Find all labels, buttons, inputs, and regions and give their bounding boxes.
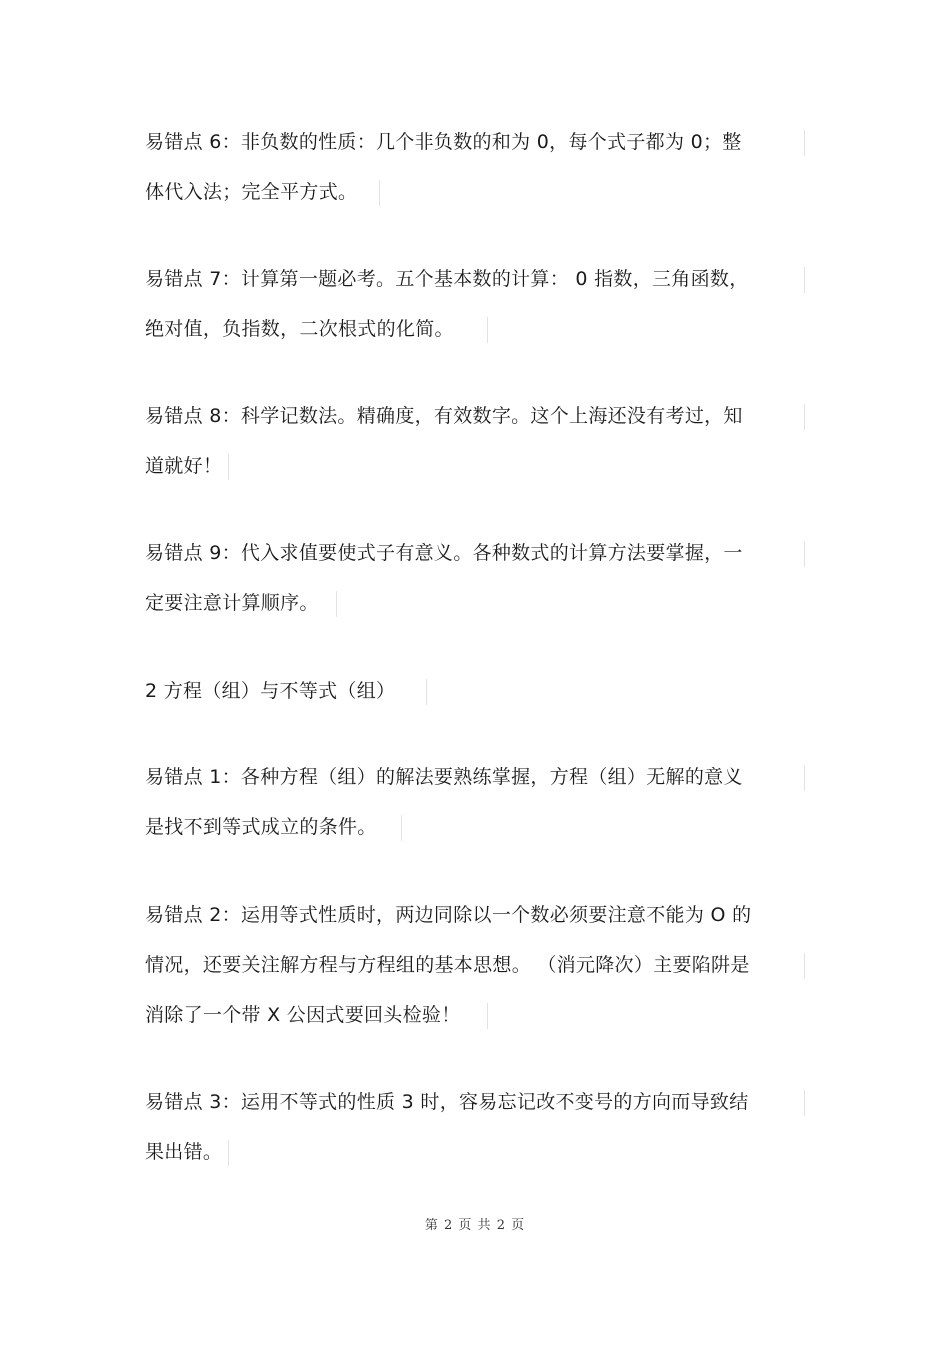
text-line: 易错点 6：非负数的性质：几个非负数的和为 0，每个式子都为 0；整: [145, 131, 742, 153]
text-line: 果出错。: [145, 1141, 223, 1163]
line-edge-marker: [804, 541, 805, 567]
line-edge-marker: [804, 953, 805, 979]
section-heading: 2 方程（组）与不等式（组）: [145, 680, 396, 702]
line-edge-marker: [379, 180, 380, 206]
line-edge-marker: [228, 1140, 229, 1166]
text-line: 定要注意计算顺序。: [145, 592, 319, 614]
text-line: 易错点 7：计算第一题必考。五个基本数的计算： 0 指数，三角函数，: [145, 268, 749, 290]
line-edge-marker: [804, 267, 805, 293]
line-edge-marker: [426, 679, 427, 705]
text-line: 绝对值，负指数，二次根式的化简。: [145, 318, 454, 340]
text-line: 道就好！: [145, 455, 223, 477]
text-line: 易错点 2：运用等式性质时，两边同除以一个数必须要注意不能为 O 的: [145, 904, 752, 926]
line-edge-marker: [804, 130, 805, 156]
line-edge-marker: [804, 765, 805, 791]
line-edge-marker: [401, 815, 402, 841]
text-line: 易错点 8：科学记数法。精确度，有效数字。这个上海还没有考过，知: [145, 405, 743, 427]
text-line: 情况，还要关注解方程与方程组的基本思想。 （消元降次）主要陷阱是: [145, 954, 750, 976]
text-line: 易错点 1：各种方程（组）的解法要熟练掌握，方程（组）无解的意义: [145, 766, 743, 788]
text-line: 是找不到等式成立的条件。: [145, 816, 377, 838]
line-edge-marker: [804, 1090, 805, 1116]
line-edge-marker: [804, 404, 805, 430]
line-edge-marker: [228, 454, 229, 480]
page-number-footer: 第 2 页 共 2 页: [424, 1218, 526, 1233]
line-edge-marker: [336, 591, 337, 617]
line-edge-marker: [487, 317, 488, 343]
text-line: 易错点 9：代入求值要使式子有意义。各种数式的计算方法要掌握，一: [145, 542, 743, 564]
text-line: 易错点 3：运用不等式的性质 3 时，容易忘记改不变号的方向而导致结: [145, 1091, 749, 1113]
text-line: 消除了一个带 X 公因式要回头检验！: [145, 1004, 461, 1026]
text-line: 体代入法；完全平方式。: [145, 181, 358, 203]
line-edge-marker: [487, 1003, 488, 1029]
